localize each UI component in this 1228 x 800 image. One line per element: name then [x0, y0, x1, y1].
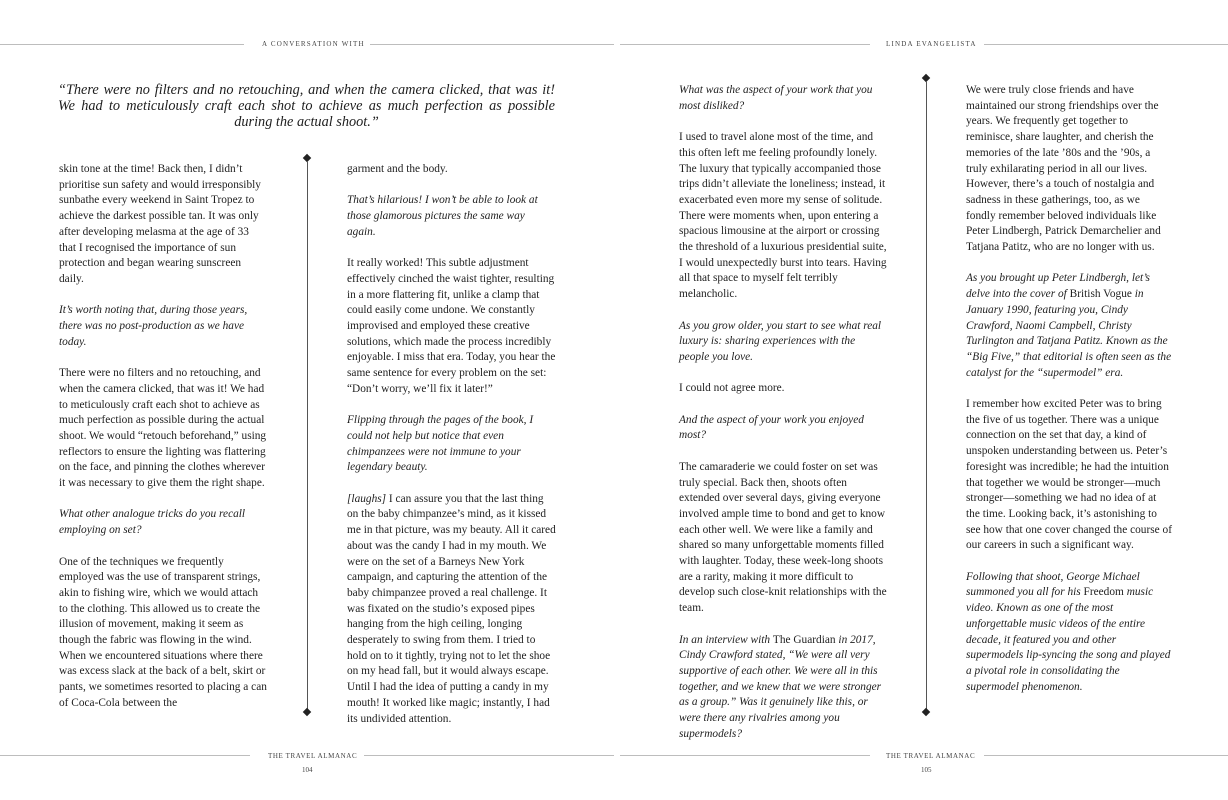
divider-diamond-bottom: [922, 708, 930, 716]
title-text: Freedom: [1083, 586, 1124, 599]
paragraph-text: We were truly close friends and have maintained our strong friendships over the years. We frequently get together to reminisce, share laughter, and cherish the memories of the late ’80s and the ’90s, a truly exhilarating period in all our lives. However, there’s a touch of nostalgia and sadness in these gatherings, too, as we fondly remember beloved individuals like Peter Lindbergh, Patrick Demarchelier and Tatjana Patitz, who are no longer with us.: [966, 84, 1161, 254]
paragraph-text: And the aspect of your work you enjoyed most?: [679, 413, 864, 442]
question-paragraph: [679, 413, 888, 444]
italic-text: In an interview with: [679, 633, 773, 646]
paragraph-text: I remember how excited Peter was to bring the five of us together. There was a unique connection on the set that day, a kind of unspoken understanding between us. Peter’s foresight was incredible; he had the intuition that together we would be stronger—much stronger—something we had no idea of at the time. Looking back, it’s astonishing to see how that one cover changed the course of our careers in such a significant way.: [966, 398, 1172, 552]
question-paragraph: [966, 271, 1172, 381]
pull-quote: “There were no filters and no retouching, and when the camera clicked, that was it! We had to meticulously craft each shot to achieve as much perfection as possible during the actual shoot.”: [58, 82, 555, 131]
answer-paragraph: [966, 83, 1172, 256]
answer-paragraph: [679, 381, 888, 397]
italic-text: in 2017, Cindy Crawford stated, “We were all very supportive of each other. We were all in this together, and we knew that we were stronger as a group.” Was it genuinely like this, or were there any rivalries among you supermodels?: [679, 633, 882, 740]
page-number: 104: [302, 766, 313, 774]
answer-paragraph: [347, 162, 556, 178]
running-header: LINDA EVANGELISTA: [886, 40, 977, 48]
footer-rule-left: [620, 755, 870, 756]
paragraph-text: As you grow older, you start to see what real luxury is: sharing experiences with the people you love.: [679, 319, 882, 363]
question-paragraph: [679, 319, 888, 366]
paragraph-text: I used to travel alone most of the time, and this often left me feeling profoundly lonely. The luxury that typically accompanied those trips didn’t alleviate the loneliness; instead, it exacerbated even more my sense of solitude. There were moments when, upon entering a spacious limousine at the airport or crossing the threshold of a luxurious presidential suite, I would unexpectedly burst into tears. Having all that space to myself felt terribly melancholic.: [679, 131, 887, 301]
question-paragraph: [347, 413, 556, 476]
text-column-2: [347, 162, 556, 727]
question-paragraph: [59, 507, 268, 538]
italic-text: in January 1990, featuring you, Cindy Crawford, Naomi Campbell, Christy Turlington and Tatjana Patitz. Known as the “Big Five,” that editorial is often seen as the catalyst for the “supermodel” era.: [966, 288, 1172, 379]
header-rule-left: [620, 44, 870, 45]
paragraph-text: garment and the body.: [347, 163, 448, 175]
title-text: The Guardian: [772, 633, 836, 646]
header-rule-left: [0, 44, 244, 45]
running-footer: THE TRAVEL ALMANAC: [268, 752, 358, 760]
footer-rule-right: [984, 755, 1228, 756]
answer-paragraph: [679, 130, 888, 303]
paragraph-text: It’s worth noting that, during those years, there was no post-production as we have today.: [59, 304, 248, 348]
paragraph-text: That’s hilarious! I won’t be able to look at those glamorous pictures the same way again.: [347, 194, 538, 238]
paragraph-text: I could not agree more.: [679, 382, 785, 395]
paragraph-text: Flipping through the pages of the book, I could not help but notice that even chimpanzees were not immune to your legendary beauty.: [347, 414, 534, 474]
running-footer: THE TRAVEL ALMANAC: [886, 752, 976, 760]
page-number: 105: [921, 766, 932, 774]
footer-rule-right: [364, 755, 614, 756]
divider-diamond-bottom: [303, 708, 311, 716]
text-column-1: [59, 162, 268, 712]
question-paragraph: [59, 303, 268, 350]
question-paragraph: [966, 570, 1172, 696]
footer-rule-left: [0, 755, 250, 756]
italic-text: As you brought up Peter Lindbergh, let’s delve into the cover of: [966, 272, 1150, 301]
paragraph-text: What other analogue tricks do you recall employing on set?: [59, 508, 246, 537]
italic-text: Following that shoot, George Michael summoned you all for his: [966, 570, 1140, 599]
answer-paragraph: [347, 492, 556, 728]
paragraph-text: There were no filters and no retouching, and when the camera clicked, that was it! We had to meticulously craft each shot to achieve as much perfection as possible during the actual shoot. We would “retouch beforehand,” using reflectors to ensure the lighting was flattering on the face, and pinning the clothes wherever it was necessary to give them the right shape.: [59, 367, 267, 490]
running-header: A CONVERSATION WITH: [262, 40, 365, 48]
paragraph-text: I can assure you that the last thing on the baby chimpanzee’s mind, as it kissed me in that picture, was my beauty. All it cared about was the candy I had in my mouth. We were on the set of a Barneys New York campaign, and capturing the attention of the baby chimpanzee proved a real challenge. It was fixated on the studio’s exposed pipes hanging from the high ceiling, longing desperately to swing from them. I tried to hold on to it tightly, trying not to let the shoe on my head fall, but it would always escape. Until I had the idea of putting a candy in my mouth! It worked like magic; instantly, I had its undivided attention.: [347, 492, 556, 725]
question-paragraph: [679, 83, 888, 114]
paragraph-text: It really worked! This subtle adjustment effectively cinched the waist tighter, resulting in a more flattering fit, unlike a clamp that could easily come undone. We constantly improvised and employed these creative solutions, which made the process incredibly enjoyable. I miss that era. Today, you hear the same sentence for every problem on the set: “Don’t worry, we’ll fix it later!”: [347, 257, 556, 395]
text-column-2: [966, 83, 1172, 695]
text-column-1: [679, 83, 888, 742]
answer-paragraph: [59, 162, 268, 288]
answer-paragraph: [59, 555, 268, 712]
answer-paragraph: [679, 460, 888, 617]
title-text: British Vogue: [1069, 288, 1132, 301]
italic-text: music video. Known as one of the most unforgettable music videos of the entire decade, it featured you and other supermodels lip-syncing the song and played a pivotal role in consolidating the supermodel phenomenon.: [966, 586, 1171, 693]
header-rule-right: [984, 44, 1228, 45]
header-rule-right: [370, 44, 614, 45]
paragraph-text: One of the techniques we frequently employed was the use of transparent strings, akin to fishing wire, which we would attach to the clothing. This allowed us to create the illusion of movement, making it seem as though the fabric was flowing in the wind. When we encountered situations where there was excess slack at the back of a belt, skirt or pants, we sometimes resorted to placing a can of Coca-Cola between the: [59, 555, 267, 709]
paragraph-text: skin tone at the time! Back then, I didn’t prioritise sun safety and would irresponsibly sunbathe every weekend in Saint Tropez to achieve the darkest possible tan. It was only after developing melasma at the age of 33 that I recognised the importance of sun protection and began wearing sunscreen daily.: [59, 163, 261, 285]
question-paragraph: [347, 193, 556, 240]
answer-paragraph: [347, 256, 556, 397]
paragraph-text: What was the aspect of your work that you most disliked?: [679, 84, 873, 112]
paragraph-text: The camaraderie we could foster on set was truly special. Back then, shoots often extended over several days, giving everyone involved ample time to bond and get to know each other well. We were like a family and shared so many unforgettable moments filled with laughter. Today, these week-long shoots are a rarity, making it more difficult to develop such close-knit relationships with the team.: [679, 460, 887, 615]
answer-paragraph: [966, 397, 1172, 554]
column-divider: [307, 161, 308, 711]
stage-direction: [laughs]: [347, 492, 387, 505]
question-paragraph: [679, 633, 888, 743]
right-page: [614, 0, 1228, 800]
column-divider: [926, 81, 927, 711]
answer-paragraph: [59, 366, 268, 492]
